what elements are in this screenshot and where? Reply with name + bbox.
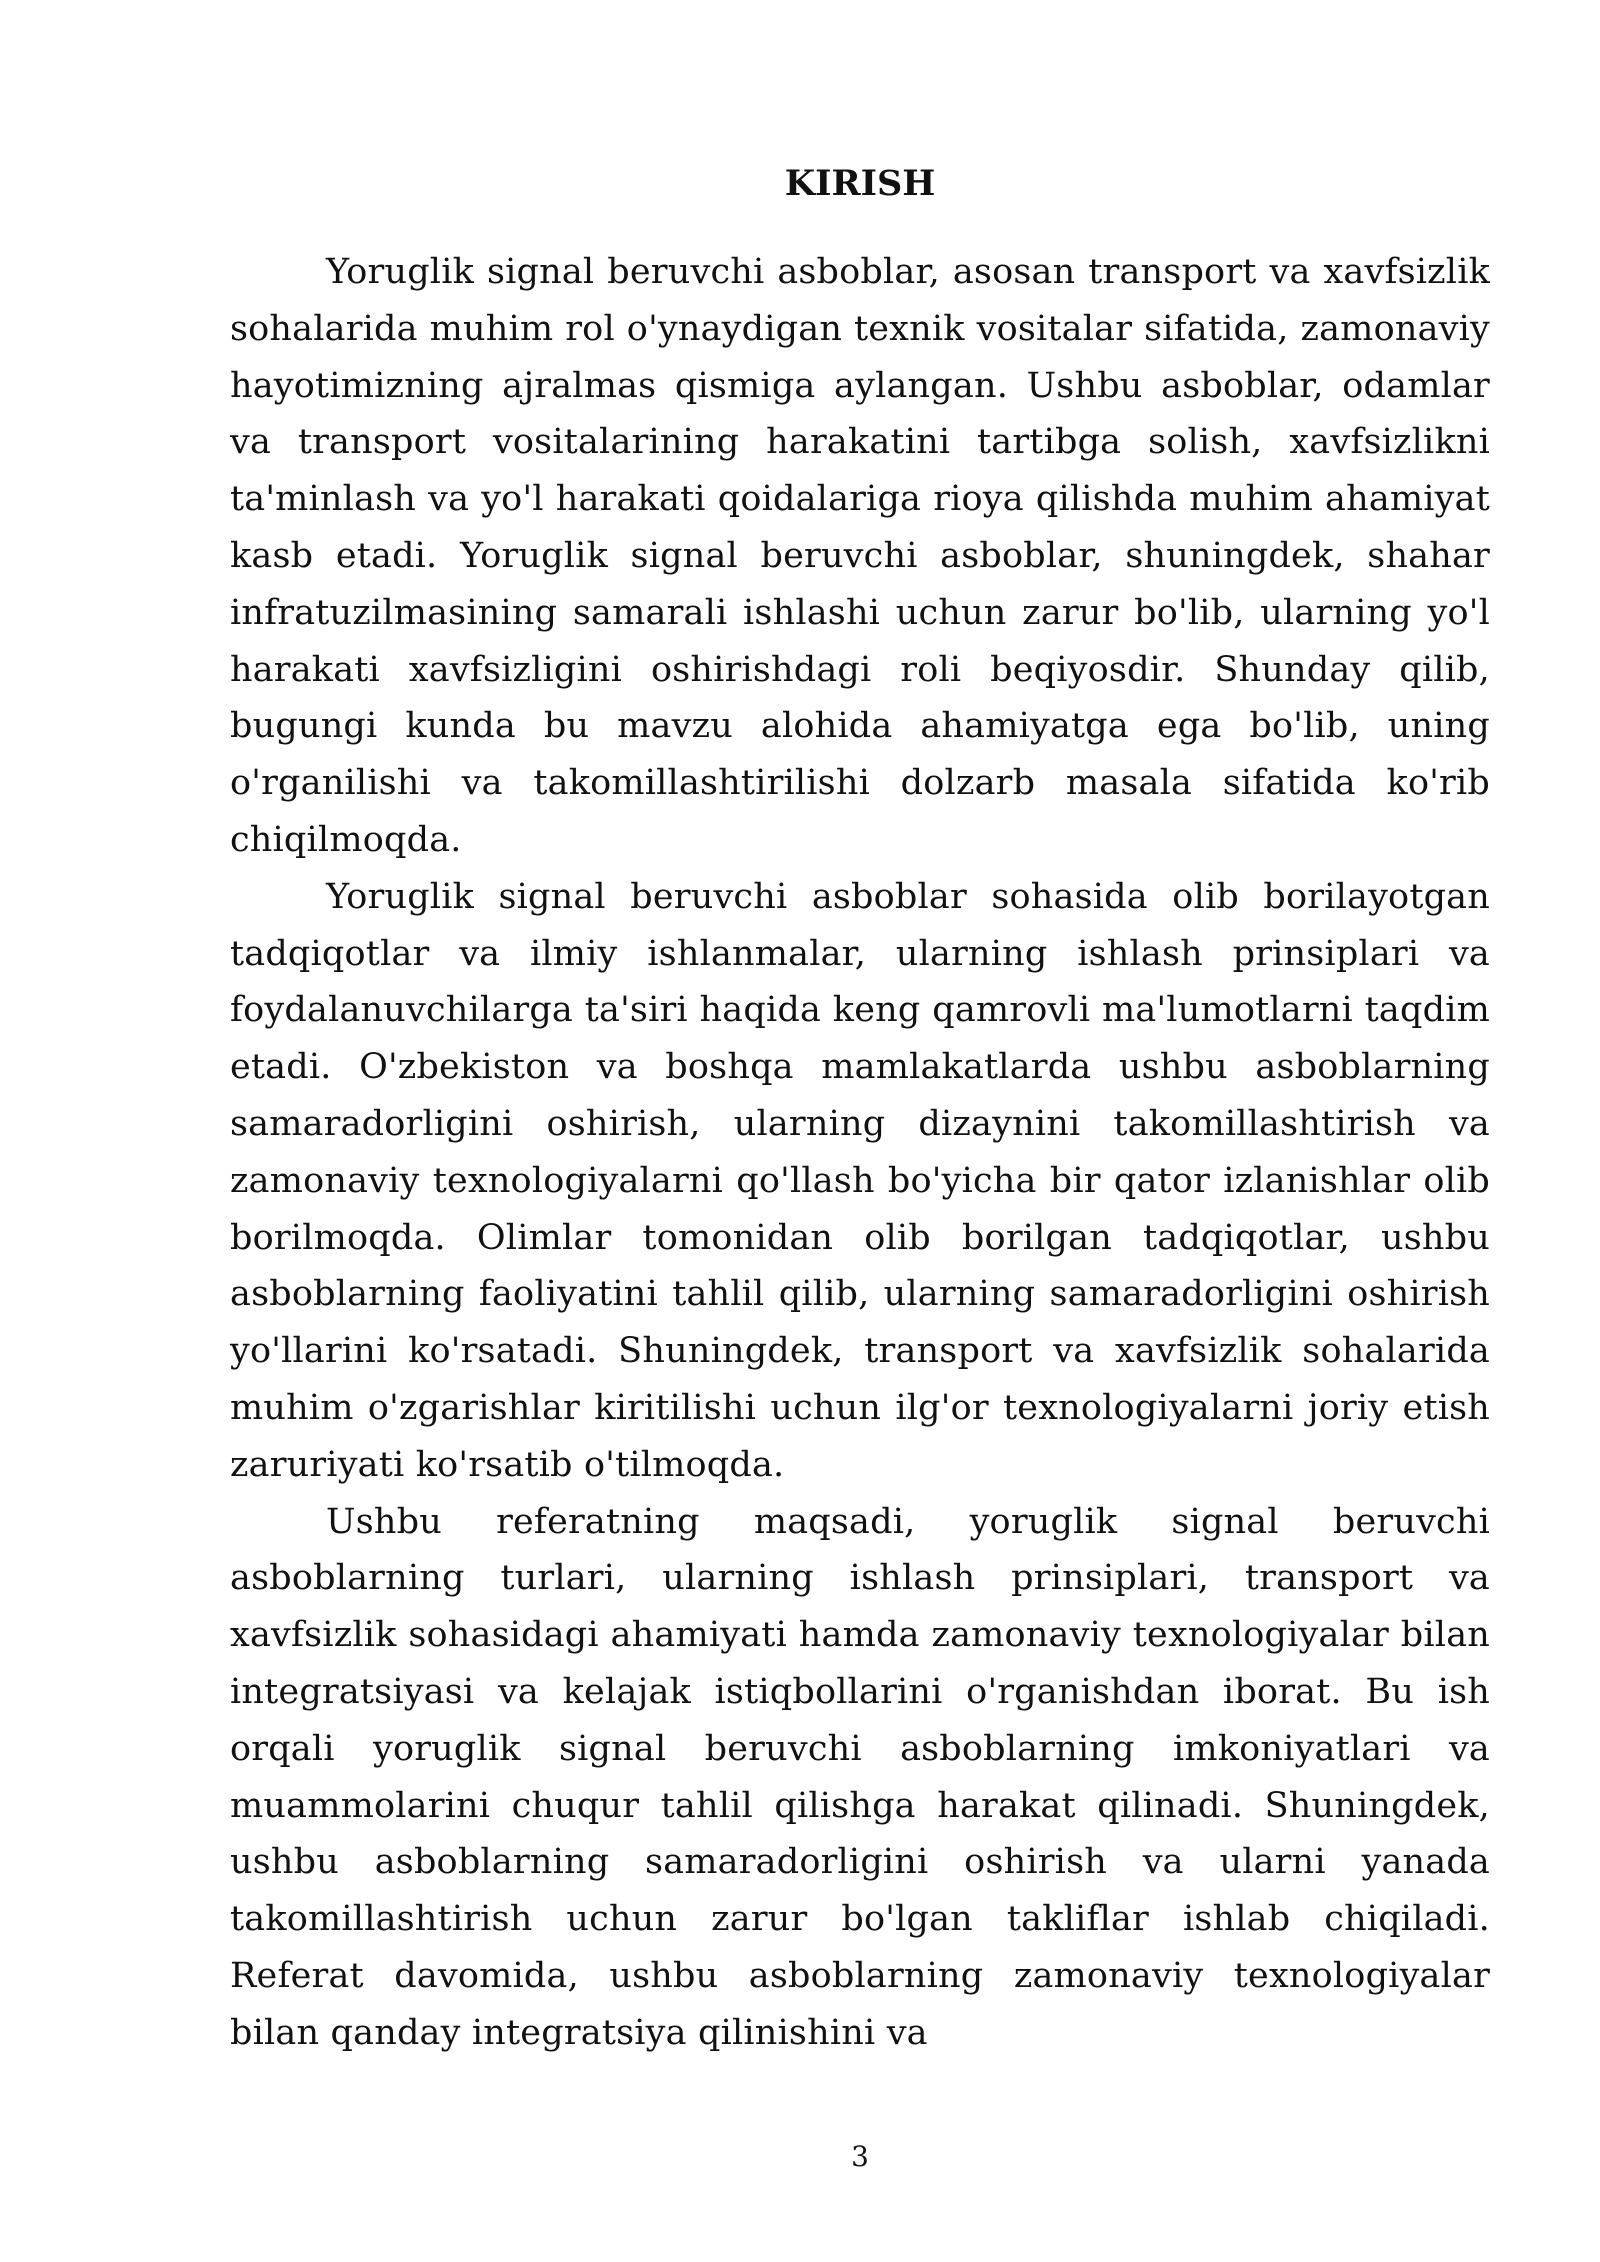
paragraph-1: Yoruglik signal beruvchi asboblar, asosan transport va xavfsizlik sohalarida muhim rol o'ynaydigan texnik vositalar sifatida, zamonaviy hayotimizning ajralmas qismiga aylangan. Ushbu asboblar, odamlar va transport vositalarining harakatini tartibga solish, xavfsizlikni ta'minlash va yo'l harakati qoidalariga rioya qilishda muhim ahamiyat kasb etadi. Yoruglik signal beruvchi asboblar, shuningdek, shahar infratuzilmasining samarali ishlashi uchun zarur bo'lib, ularning yo'l harakati xavfsizligini oshirishdagi roli beqiyosdir. Shunday qilib, bugungi kunda bu mavzu alohida ahamiyatga ega bo'lib, uning o'rganilishi va takomillashtirilishi dolzarb masala sifatida ko'rib chiqilmoqda.: [230, 252, 1490, 860]
page-number: 3: [851, 2140, 869, 2173]
paragraph-2: Yoruglik signal beruvchi asboblar sohasida olib borilayotgan tadqiqotlar va ilmiy ishlanmalar, ularning ishlash prinsiplari va foydalanuvchilarga ta'siri haqida keng qamrovli ma'lumotlarni taqdim etadi. O'zbekiston va boshqa mamlakatlarda ushbu asboblarning samaradorligini oshirish, ularning dizaynini takomillashtirish va zamonaviy texnologiyalarni qo'llash bo'yicha bir qator izlanishlar olib borilmoqda. Olimlar tomonidan olib borilgan tadqiqotlar, ushbu asboblarning faoliyatini tahlil qilib, ularning samaradorligini oshirish yo'llarini ko'rsatadi. Shuningdek, transport va xavfsizlik sohalarida muhim o'zgarishlar kiritilishi uchun ilg'or texnologiyalarni joriy etish zaruriyati ko'rsatib o'tilmoqda.: [230, 876, 1490, 1485]
body-text: [230, 244, 1490, 2062]
section-title: KIRISH: [784, 163, 936, 204]
paragraph-3: Ushbu referatning maqsadi, yoruglik signal beruvchi asboblarning turlari, ularning ishlash prinsiplari, transport va xavfsizlik sohasidagi ahamiyati hamda zamonaviy texnologiyalar bilan integratsiyasi va kelajak istiqbollarini o'rganishdan iborat. Bu ish orqali yoruglik signal beruvchi asboblarning imkoniyatlari va muammolarini chuqur tahlil qilishga harakat qilinadi. Shuningdek, ushbu asboblarning samaradorligini oshirish va ularni yanada takomillashtirish uchun zarur bo'lgan takliflar ishlab chiqiladi. Referat davomida, ushbu asboblarning zamonaviy texnologiyalar bilan qanday integratsiya qilinishini va: [230, 1501, 1490, 2053]
